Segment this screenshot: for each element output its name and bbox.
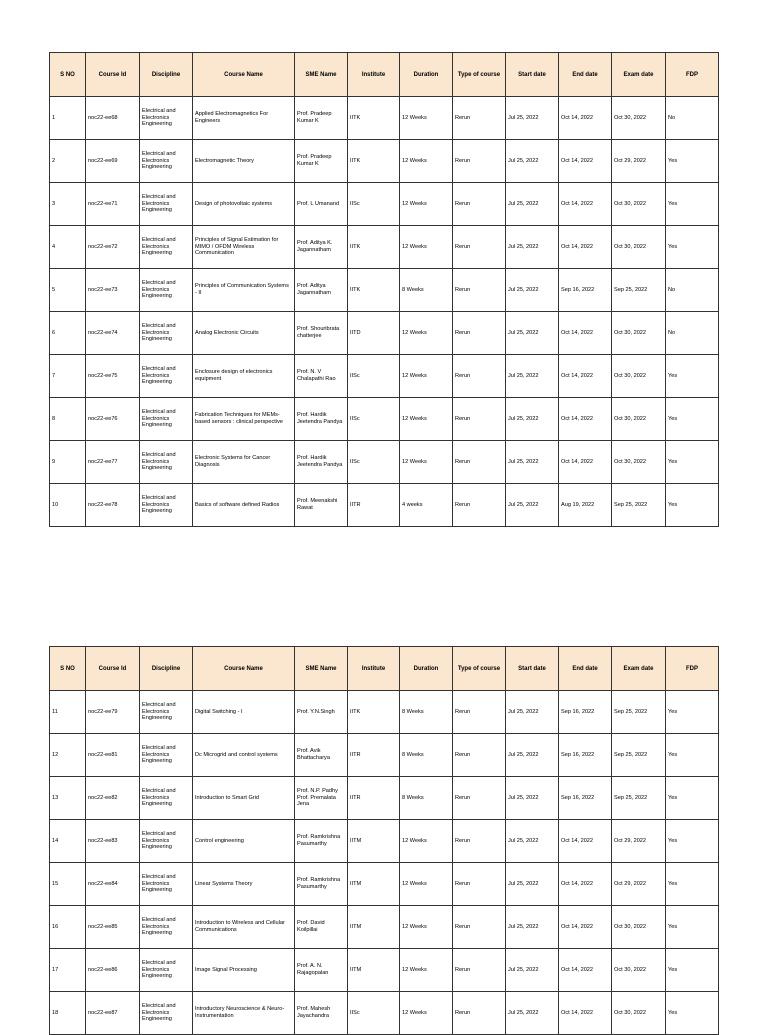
end-date-cell: Oct 14, 2022	[559, 97, 612, 140]
duration-cell: 12 Weeks	[400, 140, 453, 183]
discipline-cell: Electrical and Electronics Engineering	[140, 906, 193, 949]
discipline-cell: Electrical and Electronics Engineering	[140, 183, 193, 226]
course-name-cell: Enclosure design of electronics equipment	[193, 355, 295, 398]
institute-cell: IITK	[348, 269, 400, 312]
sno-cell: 12	[50, 734, 86, 777]
course-id-cell: noc22-ee69	[86, 140, 140, 183]
start-date-cell: Jul 25, 2022	[506, 226, 559, 269]
column-header-exam-date: Exam date	[612, 647, 666, 691]
course-id-cell: noc22-ee86	[86, 949, 140, 992]
course-id-cell: noc22-ee78	[86, 484, 140, 527]
duration-cell: 8 Weeks	[400, 734, 453, 777]
discipline-cell: Electrical and Electronics Engineering	[140, 777, 193, 820]
end-date-cell: Oct 14, 2022	[559, 441, 612, 484]
sno-cell: 6	[50, 312, 86, 355]
end-date-cell: Oct 14, 2022	[559, 226, 612, 269]
duration-cell: 12 Weeks	[400, 183, 453, 226]
institute-cell: IITK	[348, 691, 400, 734]
institute-cell: IITM	[348, 820, 400, 863]
column-header-end-date: End date	[559, 53, 612, 97]
exam-date-cell: Oct 30, 2022	[612, 906, 666, 949]
type-of-course-cell: Rerun	[453, 355, 506, 398]
sme-name-cell: Prof. A. N. Rajagopalan	[295, 949, 348, 992]
sno-cell: 2	[50, 140, 86, 183]
institute-cell: IISc	[348, 441, 400, 484]
column-header-course-name: Course Name	[193, 53, 295, 97]
discipline-cell: Electrical and Electronics Engineering	[140, 140, 193, 183]
column-header-institute: Institute	[348, 53, 400, 97]
sme-name-cell: Prof. Shouribrata chatterjee	[295, 312, 348, 355]
course-id-cell: noc22-ee84	[86, 863, 140, 906]
duration-cell: 8 Weeks	[400, 691, 453, 734]
course-id-cell: noc22-ee82	[86, 777, 140, 820]
start-date-cell: Jul 25, 2022	[506, 441, 559, 484]
end-date-cell: Oct 14, 2022	[559, 820, 612, 863]
fdp-cell: Yes	[666, 863, 719, 906]
course-id-cell: noc22-ee85	[86, 906, 140, 949]
type-of-course-cell: Rerun	[453, 863, 506, 906]
course-id-cell: noc22-ee79	[86, 691, 140, 734]
course-name-cell: Basics of software defined Radios	[193, 484, 295, 527]
course-id-cell: noc22-ee68	[86, 97, 140, 140]
start-date-cell: Jul 25, 2022	[506, 906, 559, 949]
discipline-cell: Electrical and Electronics Engineering	[140, 820, 193, 863]
institute-cell: IITK	[348, 97, 400, 140]
start-date-cell: Jul 25, 2022	[506, 312, 559, 355]
duration-cell: 12 Weeks	[400, 226, 453, 269]
discipline-cell: Electrical and Electronics Engineering	[140, 97, 193, 140]
end-date-cell: Sep 16, 2022	[559, 269, 612, 312]
exam-date-cell: Oct 30, 2022	[612, 312, 666, 355]
table-row	[50, 355, 719, 398]
column-header-duration: Duration	[400, 53, 453, 97]
sme-name-cell: Prof. Meenakshi Rawat	[295, 484, 348, 527]
exam-date-cell: Sep 25, 2022	[612, 734, 666, 777]
sme-name-cell: Prof. David Koilpillai	[295, 906, 348, 949]
sno-cell: 3	[50, 183, 86, 226]
course-name-cell: Fabrication Techniques for MEMs-based sensors : clinical perspective	[193, 398, 295, 441]
column-header-start-date: Start date	[506, 647, 559, 691]
table-row	[50, 140, 719, 183]
course-table-2	[49, 646, 719, 1035]
course-name-cell: Dc Microgrid and control systems	[193, 734, 295, 777]
course-table-1	[49, 52, 719, 527]
end-date-cell: Oct 14, 2022	[559, 312, 612, 355]
column-header-course-name: Course Name	[193, 647, 295, 691]
column-header-sme-name: SME Name	[295, 53, 348, 97]
fdp-cell: Yes	[666, 734, 719, 777]
sme-name-cell: Prof. N.P. Padhy Prof. Premalata Jena	[295, 777, 348, 820]
start-date-cell: Jul 25, 2022	[506, 269, 559, 312]
type-of-course-cell: Rerun	[453, 97, 506, 140]
type-of-course-cell: Rerun	[453, 312, 506, 355]
sme-name-cell: Prof. L Umanand	[295, 183, 348, 226]
institute-cell: IITM	[348, 949, 400, 992]
column-header-discipline: Discipline	[140, 647, 193, 691]
table-row	[50, 269, 719, 312]
table-row	[50, 820, 719, 863]
fdp-cell: No	[666, 312, 719, 355]
column-header-fdp: FDP	[666, 53, 719, 97]
sno-cell: 18	[50, 992, 86, 1035]
exam-date-cell: Oct 30, 2022	[612, 992, 666, 1035]
end-date-cell: Sep 16, 2022	[559, 691, 612, 734]
sme-name-cell: Prof. Pradeep Kumar K	[295, 140, 348, 183]
institute-cell: IITK	[348, 140, 400, 183]
table-row	[50, 863, 719, 906]
type-of-course-cell: Rerun	[453, 820, 506, 863]
institute-cell: IISc	[348, 398, 400, 441]
start-date-cell: Jul 25, 2022	[506, 183, 559, 226]
course-name-cell: Electromagnetic Theory	[193, 140, 295, 183]
course-id-cell: noc22-ee81	[86, 734, 140, 777]
institute-cell: IITM	[348, 863, 400, 906]
course-id-cell: noc22-ee87	[86, 992, 140, 1035]
column-header-type-of-course: Type of course	[453, 53, 506, 97]
type-of-course-cell: Rerun	[453, 734, 506, 777]
fdp-cell: Yes	[666, 183, 719, 226]
sno-cell: 8	[50, 398, 86, 441]
duration-cell: 12 Weeks	[400, 441, 453, 484]
institute-cell: IISc	[348, 355, 400, 398]
table-row	[50, 691, 719, 734]
type-of-course-cell: Rerun	[453, 777, 506, 820]
sno-cell: 16	[50, 906, 86, 949]
exam-date-cell: Sep 25, 2022	[612, 484, 666, 527]
course-id-cell: noc22-ee75	[86, 355, 140, 398]
duration-cell: 12 Weeks	[400, 398, 453, 441]
fdp-cell: Yes	[666, 398, 719, 441]
discipline-cell: Electrical and Electronics Engineering	[140, 992, 193, 1035]
discipline-cell: Electrical and Electronics Engineering	[140, 441, 193, 484]
course-name-cell: Electronic Systems for Cancer Diagnosis	[193, 441, 295, 484]
course-name-cell: Applied Electromagnetics For Engineers	[193, 97, 295, 140]
exam-date-cell: Oct 30, 2022	[612, 441, 666, 484]
column-header-sno: S NO	[50, 647, 86, 691]
sme-name-cell: Prof. Ramkrishna Pasumarthy	[295, 863, 348, 906]
exam-date-cell: Oct 29, 2022	[612, 863, 666, 906]
sno-cell: 11	[50, 691, 86, 734]
course-name-cell: Linear Systems Theory	[193, 863, 295, 906]
end-date-cell: Oct 14, 2022	[559, 398, 612, 441]
fdp-cell: Yes	[666, 226, 719, 269]
sno-cell: 7	[50, 355, 86, 398]
table-row	[50, 906, 719, 949]
duration-cell: 4 weeks	[400, 484, 453, 527]
course-id-cell: noc22-ee73	[86, 269, 140, 312]
sme-name-cell: Prof. Y.N.Singh	[295, 691, 348, 734]
course-name-cell: Control engineering	[193, 820, 295, 863]
type-of-course-cell: Rerun	[453, 906, 506, 949]
fdp-cell: No	[666, 97, 719, 140]
column-header-type-of-course: Type of course	[453, 647, 506, 691]
column-header-course-id: Course Id	[86, 647, 140, 691]
sno-cell: 17	[50, 949, 86, 992]
duration-cell: 8 Weeks	[400, 777, 453, 820]
course-id-cell: noc22-ee74	[86, 312, 140, 355]
sme-name-cell: Prof. N. V Chalapathi Rao	[295, 355, 348, 398]
table-header-row	[50, 647, 719, 691]
sme-name-cell: Prof. Aditya K. Jagannatham	[295, 226, 348, 269]
type-of-course-cell: Rerun	[453, 441, 506, 484]
table-row	[50, 97, 719, 140]
fdp-cell: Yes	[666, 906, 719, 949]
fdp-cell: No	[666, 269, 719, 312]
sno-cell: 4	[50, 226, 86, 269]
sme-name-cell: Prof. Aditya Jagannatham	[295, 269, 348, 312]
table-row	[50, 777, 719, 820]
course-id-cell: noc22-ee83	[86, 820, 140, 863]
table-row	[50, 226, 719, 269]
type-of-course-cell: Rerun	[453, 226, 506, 269]
course-id-cell: noc22-ee76	[86, 398, 140, 441]
column-header-sme-name: SME Name	[295, 647, 348, 691]
table-row	[50, 312, 719, 355]
institute-cell: IITM	[348, 906, 400, 949]
duration-cell: 12 Weeks	[400, 906, 453, 949]
start-date-cell: Jul 25, 2022	[506, 992, 559, 1035]
sno-cell: 13	[50, 777, 86, 820]
discipline-cell: Electrical and Electronics Engineering	[140, 269, 193, 312]
exam-date-cell: Sep 25, 2022	[612, 269, 666, 312]
sme-name-cell: Prof. Hardik Jeetendra Pandya	[295, 398, 348, 441]
institute-cell: IISc	[348, 992, 400, 1035]
column-header-fdp: FDP	[666, 647, 719, 691]
fdp-cell: Yes	[666, 777, 719, 820]
table-row	[50, 441, 719, 484]
type-of-course-cell: Rerun	[453, 484, 506, 527]
end-date-cell: Oct 14, 2022	[559, 355, 612, 398]
discipline-cell: Electrical and Electronics Engineering	[140, 226, 193, 269]
sme-name-cell: Prof. Hardik Jeetendra Pandya	[295, 441, 348, 484]
duration-cell: 12 Weeks	[400, 97, 453, 140]
start-date-cell: Jul 25, 2022	[506, 355, 559, 398]
type-of-course-cell: Rerun	[453, 992, 506, 1035]
course-id-cell: noc22-ee72	[86, 226, 140, 269]
exam-date-cell: Oct 30, 2022	[612, 949, 666, 992]
institute-cell: IITD	[348, 312, 400, 355]
type-of-course-cell: Rerun	[453, 183, 506, 226]
discipline-cell: Electrical and Electronics Engineering	[140, 863, 193, 906]
duration-cell: 12 Weeks	[400, 949, 453, 992]
sno-cell: 10	[50, 484, 86, 527]
start-date-cell: Jul 25, 2022	[506, 97, 559, 140]
institute-cell: IITR	[348, 484, 400, 527]
end-date-cell: Oct 14, 2022	[559, 863, 612, 906]
fdp-cell: Yes	[666, 441, 719, 484]
course-name-cell: Digital Switching - I	[193, 691, 295, 734]
sme-name-cell: Prof. Avik Bhattacharya	[295, 734, 348, 777]
duration-cell: 12 Weeks	[400, 820, 453, 863]
table-row	[50, 949, 719, 992]
course-name-cell: Design of photovoltaic systems	[193, 183, 295, 226]
exam-date-cell: Oct 30, 2022	[612, 226, 666, 269]
start-date-cell: Jul 25, 2022	[506, 863, 559, 906]
type-of-course-cell: Rerun	[453, 691, 506, 734]
column-header-course-id: Course Id	[86, 53, 140, 97]
sno-cell: 9	[50, 441, 86, 484]
column-header-start-date: Start date	[506, 53, 559, 97]
discipline-cell: Electrical and Electronics Engineering	[140, 734, 193, 777]
fdp-cell: Yes	[666, 355, 719, 398]
exam-date-cell: Sep 25, 2022	[612, 691, 666, 734]
start-date-cell: Jul 25, 2022	[506, 398, 559, 441]
end-date-cell: Sep 16, 2022	[559, 777, 612, 820]
table-header-row	[50, 53, 719, 97]
exam-date-cell: Oct 30, 2022	[612, 183, 666, 226]
column-header-exam-date: Exam date	[612, 53, 666, 97]
institute-cell: IITR	[348, 777, 400, 820]
fdp-cell: Yes	[666, 691, 719, 734]
duration-cell: 8 Weeks	[400, 269, 453, 312]
table-row	[50, 484, 719, 527]
type-of-course-cell: Rerun	[453, 269, 506, 312]
table-row	[50, 183, 719, 226]
discipline-cell: Electrical and Electronics Engineering	[140, 949, 193, 992]
start-date-cell: Jul 25, 2022	[506, 820, 559, 863]
exam-date-cell: Oct 30, 2022	[612, 398, 666, 441]
end-date-cell: Oct 14, 2022	[559, 183, 612, 226]
fdp-cell: Yes	[666, 992, 719, 1035]
course-id-cell: noc22-ee77	[86, 441, 140, 484]
course-name-cell: Principles of Signal Estimation for MIMO / OFDM Wireless Communication	[193, 226, 295, 269]
discipline-cell: Electrical and Electronics Engineering	[140, 312, 193, 355]
end-date-cell: Oct 14, 2022	[559, 949, 612, 992]
column-header-duration: Duration	[400, 647, 453, 691]
exam-date-cell: Oct 29, 2022	[612, 820, 666, 863]
duration-cell: 12 Weeks	[400, 992, 453, 1035]
table-row	[50, 992, 719, 1035]
column-header-sno: S NO	[50, 53, 86, 97]
course-name-cell: Image Signal Processing	[193, 949, 295, 992]
column-header-discipline: Discipline	[140, 53, 193, 97]
start-date-cell: Jul 25, 2022	[506, 777, 559, 820]
course-name-cell: Introductory Neuroscience & Neuro-Instrumentation	[193, 992, 295, 1035]
sno-cell: 5	[50, 269, 86, 312]
sno-cell: 1	[50, 97, 86, 140]
exam-date-cell: Oct 29, 2022	[612, 140, 666, 183]
type-of-course-cell: Rerun	[453, 949, 506, 992]
end-date-cell: Sep 16, 2022	[559, 734, 612, 777]
exam-date-cell: Oct 30, 2022	[612, 97, 666, 140]
end-date-cell: Oct 14, 2022	[559, 992, 612, 1035]
exam-date-cell: Oct 30, 2022	[612, 355, 666, 398]
column-header-institute: Institute	[348, 647, 400, 691]
course-name-cell: Introduction to Wireless and Cellular Communications	[193, 906, 295, 949]
exam-date-cell: Sep 25, 2022	[612, 777, 666, 820]
discipline-cell: Electrical and Electronics Engineering	[140, 484, 193, 527]
table-row	[50, 734, 719, 777]
institute-cell: IISc	[348, 183, 400, 226]
discipline-cell: Electrical and Electronics Engineering	[140, 691, 193, 734]
end-date-cell: Aug 19, 2022	[559, 484, 612, 527]
duration-cell: 12 Weeks	[400, 312, 453, 355]
institute-cell: IITR	[348, 734, 400, 777]
duration-cell: 12 Weeks	[400, 863, 453, 906]
table-body	[50, 97, 719, 527]
table-row	[50, 398, 719, 441]
sme-name-cell: Prof. Mahesh Jayachandra	[295, 992, 348, 1035]
fdp-cell: Yes	[666, 484, 719, 527]
start-date-cell: Jul 25, 2022	[506, 734, 559, 777]
end-date-cell: Oct 14, 2022	[559, 906, 612, 949]
institute-cell: IITK	[348, 226, 400, 269]
start-date-cell: Jul 25, 2022	[506, 691, 559, 734]
fdp-cell: Yes	[666, 140, 719, 183]
duration-cell: 12 Weeks	[400, 355, 453, 398]
end-date-cell: Oct 14, 2022	[559, 140, 612, 183]
discipline-cell: Electrical and Electronics Engineering	[140, 398, 193, 441]
discipline-cell: Electrical and Electronics Engineering	[140, 355, 193, 398]
sno-cell: 15	[50, 863, 86, 906]
sno-cell: 14	[50, 820, 86, 863]
sme-name-cell: Prof. Pradeep Kumar K	[295, 97, 348, 140]
start-date-cell: Jul 25, 2022	[506, 484, 559, 527]
type-of-course-cell: Rerun	[453, 140, 506, 183]
fdp-cell: Yes	[666, 949, 719, 992]
column-header-end-date: End date	[559, 647, 612, 691]
type-of-course-cell: Rerun	[453, 398, 506, 441]
course-id-cell: noc22-ee71	[86, 183, 140, 226]
start-date-cell: Jul 25, 2022	[506, 140, 559, 183]
course-name-cell: Introduction to Smart Grid	[193, 777, 295, 820]
sme-name-cell: Prof. Ramkrishna Pasumarthy	[295, 820, 348, 863]
table-body	[50, 691, 719, 1035]
course-name-cell: Principles of Communication Systems - II	[193, 269, 295, 312]
course-name-cell: Analog Electronic Circuits	[193, 312, 295, 355]
fdp-cell: Yes	[666, 820, 719, 863]
start-date-cell: Jul 25, 2022	[506, 949, 559, 992]
